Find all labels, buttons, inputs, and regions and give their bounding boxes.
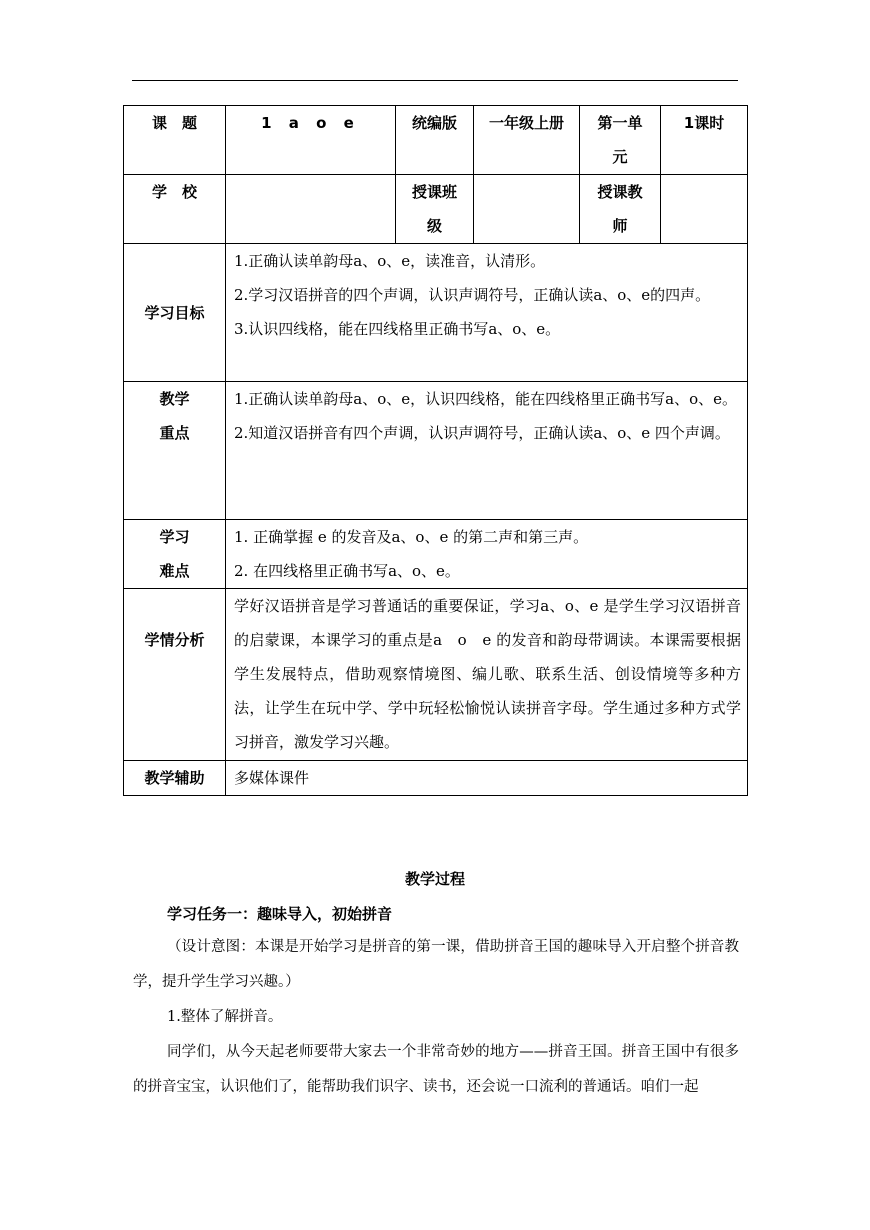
- teacher-label: [580, 175, 661, 244]
- row-aids: [124, 761, 748, 796]
- process-body: [133, 930, 739, 1105]
- key-point-line: 1.正确认读单韵母a、o、e，认识四线格，能在四线格里正确书写a、o、e。: [234, 390, 738, 408]
- difficulties-label: [124, 520, 226, 589]
- row-difficulties: [124, 520, 748, 589]
- school-value: [226, 175, 396, 244]
- header-rule: [132, 80, 738, 81]
- analysis-content: [226, 589, 748, 761]
- unit-cell: [580, 106, 661, 175]
- school-label: 学 校: [124, 175, 226, 244]
- goal-line: 3.认识四线格，能在四线格里正确书写a、o、e。: [234, 320, 561, 338]
- key-points-content: [226, 382, 748, 520]
- goals-content: [226, 244, 748, 382]
- analysis-text: 学好汉语拼音是学习普通话的重要保证，学习a、o、e 是学生学习汉语拼音的启蒙课，本课学习的重点是a o e 的发音和韵母带调读。本课需要根据学生发展特点，借助观察情境图、编儿歌、联系生活、创设情境等多种方法，让学生在玩中学、学中玩轻松愉悦认读拼音字母。学生通过多种方式学习拼音，激发学习兴趣。: [234, 597, 741, 751]
- difficulties-label-line2: 难点: [159, 562, 190, 580]
- topic-value: 1 a o e: [226, 106, 396, 175]
- goals-label: 学习目标: [124, 244, 226, 382]
- intro-paragraph: 同学们，从今天起老师要带大家去一个非常奇妙的地方——拼音王国。拼音王国中有很多的拼音宝宝，认识他们了，能帮助我们识字、读书，还会说一口流利的普通话。咱们一起: [133, 1044, 739, 1095]
- row-topic: [124, 106, 748, 175]
- process-title: 教学过程: [404, 870, 465, 888]
- class-value: [474, 175, 580, 244]
- unit-line2: 元: [612, 148, 628, 166]
- difficulty-line: 2. 在四线格里正确书写a、o、e。: [234, 562, 460, 580]
- class-label: [396, 175, 474, 244]
- analysis-label: 学情分析: [124, 589, 226, 761]
- grade-cell: 一年级上册: [474, 106, 580, 175]
- key-points-label-line2: 重点: [159, 424, 190, 442]
- key-point-line: 2.知道汉语拼音有四个声调，认识声调符号，正确认读a、o、e 四个声调。: [234, 424, 730, 442]
- lesson-plan-table: [123, 105, 748, 796]
- difficulty-line: 1. 正确掌握 e 的发音及a、o、e 的第二声和第三声。: [234, 528, 589, 546]
- design-note: （设计意图：本课是开始学习是拼音的第一课，借助拼音王国的趣味导入开启整个拼音教学，提升学生学习兴趣。）: [133, 939, 739, 990]
- step-heading: 1.整体了解拼音。: [167, 1009, 283, 1025]
- hours-cell: 1课时: [661, 106, 748, 175]
- edition-cell: 统编版: [396, 106, 474, 175]
- row-analysis: [124, 589, 748, 761]
- aids-label: 教学辅助: [124, 761, 226, 796]
- row-school: [124, 175, 748, 244]
- goal-line: 2.学习汉语拼音的四个声调，认识声调符号，正确认读a、o、e的四声。: [234, 286, 711, 304]
- teacher-value: [661, 175, 748, 244]
- unit-line1: 第一单: [597, 114, 643, 132]
- key-points-label-line1: 教学: [159, 390, 190, 408]
- class-label-line2: 级: [426, 217, 442, 235]
- aids-content: 多媒体课件: [226, 761, 748, 796]
- row-goals: [124, 244, 748, 382]
- class-label-line1: 授课班: [411, 183, 457, 201]
- teacher-label-line1: 授课教: [597, 183, 643, 201]
- key-points-label: [124, 382, 226, 520]
- teacher-label-line2: 师: [612, 217, 628, 235]
- row-key-points: [124, 382, 748, 520]
- difficulties-content: [226, 520, 748, 589]
- topic-label: 课 题: [124, 106, 226, 175]
- difficulties-label-line1: 学习: [159, 528, 190, 546]
- goal-line: 1.正确认读单韵母a、o、e，读准音，认清形。: [234, 252, 546, 270]
- task-heading: 学习任务一：趣味导入，初始拼音: [167, 905, 393, 923]
